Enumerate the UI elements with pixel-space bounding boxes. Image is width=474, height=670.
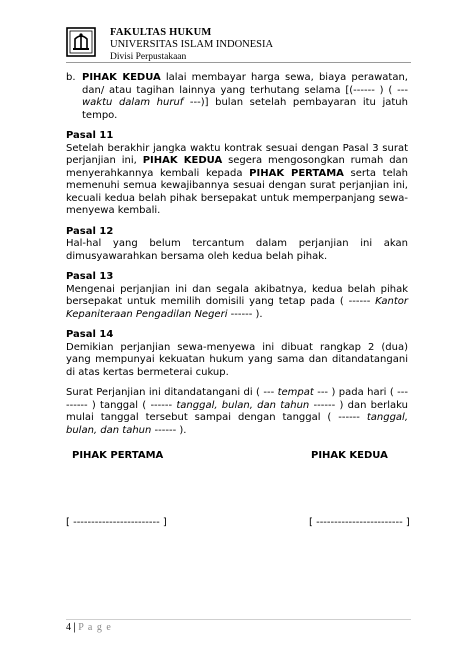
text-run: ------ ). <box>151 424 187 436</box>
university-logo-icon <box>66 27 96 57</box>
text-run: serta telah memenuhi semua kewajibannya sesuai dengan surat perjanjian ini, kecuali kedua belah pihak bersepakat untuk memperpanjang sewa-menyewa kembali. <box>66 167 408 216</box>
pasal-13-title: Pasal 13 <box>66 271 114 282</box>
text-run: ------ ) dan berlaku mulai tanggal tersebut sampai dengan tanggal ( ------ <box>66 399 408 423</box>
page-footer <box>66 622 112 633</box>
division-name: Divisi Perpustakaan <box>110 52 187 62</box>
pasal-14-title: Pasal 14 <box>66 329 114 340</box>
text-run: segera mengosongkan rumah dan menyerahkannya kembali kepada <box>66 155 409 179</box>
pasal-12-text: Hal-hal yang belum tercantum dalam perjanjian ini akan dimusyawarahkan bersama oleh kedua belah pihak. <box>66 238 408 262</box>
page-label: P a g e <box>78 622 112 633</box>
closing-paragraph <box>66 387 408 437</box>
text-run: Mengenai perjanjian ini dan segala akibatnya, kedua belah pihak bersepakat untuk memilih domisili yang tetap pada ( ------ <box>66 283 408 307</box>
signature-title-party-two: PIHAK KEDUA <box>311 450 388 461</box>
party-two-name: PIHAK KEDUA <box>142 155 223 166</box>
text-run: Setelah berakhir jangka waktu kontrak sesuai dengan Pasal 3 surat perjanjian ini, <box>66 142 408 166</box>
pasal-11-title: Pasal 11 <box>66 130 114 141</box>
pasal-11-text <box>66 143 408 218</box>
text-run: lalai membayar harga sewa, biaya perawatan, dan/ atau tagihan lainnya yang terhutang selama [(------ ) ( --- <box>82 72 408 96</box>
italic-placeholder: Kantor Kepaniteraan Pengadilan Negeri <box>66 296 408 320</box>
document-header <box>66 27 411 67</box>
italic-placeholder: tanggal, bulan, dan tahun <box>176 399 310 411</box>
faculty-name: FAKULTAS HUKUM <box>110 27 212 38</box>
text-run: Surat Perjanjian ini ditandatangani di ( --- <box>66 387 278 398</box>
text-run: --- ) pada hari ( --------- ) tanggal ( ------ <box>66 387 408 411</box>
list-item-text <box>82 72 408 122</box>
italic-placeholder: waktu dalam huruf <box>82 97 184 108</box>
pasal-12-title: Pasal 12 <box>66 225 114 237</box>
italic-placeholder: tempat <box>277 387 314 398</box>
list-item-b <box>66 72 408 122</box>
list-item-label: b. <box>66 72 76 83</box>
party-two-name: PIHAK KEDUA <box>82 72 161 83</box>
document-body <box>66 72 408 437</box>
text-run: ------ ). <box>227 308 263 320</box>
pasal-13-text <box>66 284 408 322</box>
page-number: 4 <box>66 622 71 633</box>
footer-divider <box>66 619 411 620</box>
pasal-14-text: Demikian perjanjian sewa-menyewa ini dibuat rangkap 2 (dua) yang mempunyai kekuatan hukum yang sama dan ditandatangani di atas kertas bermeterai cukup. <box>66 341 408 378</box>
party-one-name: PIHAK PERTAMA <box>249 167 344 179</box>
university-name: UNIVERSITAS ISLAM INDONESIA <box>110 39 274 50</box>
signature-line-party-one: [ ------------------------ ] <box>66 517 167 528</box>
italic-placeholder: tanggal, bulan, dan tahun <box>66 412 408 436</box>
signature-line-party-two: [ ------------------------ ] <box>309 517 410 528</box>
page-separator: | <box>73 622 76 633</box>
text-run: ---)] bulan setelah pembayaran itu jatuh tempo. <box>82 97 408 121</box>
signature-title-party-one: PIHAK PERTAMA <box>72 450 164 461</box>
header-divider <box>66 62 411 63</box>
